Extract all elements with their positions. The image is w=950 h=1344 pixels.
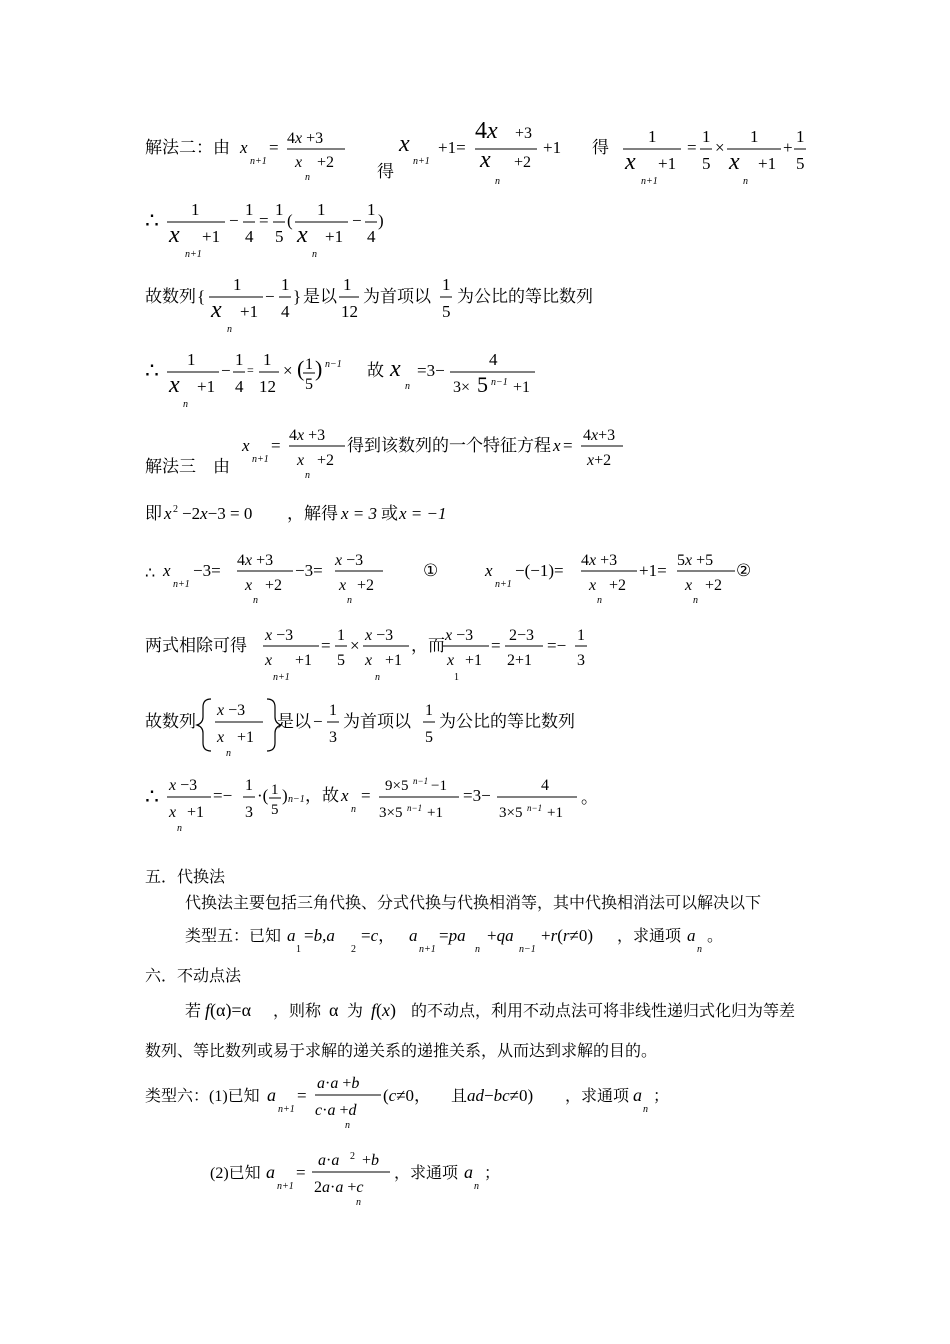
svg-text:x: x — [399, 131, 410, 157]
svg-text:。: 。 — [707, 928, 724, 945]
seq-prefix: 故数列 — [145, 712, 196, 731]
svg-text:n−1: n−1 — [413, 776, 429, 786]
svg-text:n: n — [177, 823, 182, 834]
svg-text:n−1: n−1 — [407, 803, 423, 813]
divide-text: 两式相除可得 — [145, 636, 247, 655]
svg-text:x: x — [295, 154, 303, 171]
svg-text:1: 1 — [233, 275, 242, 294]
method2-conclusion-row — [145, 270, 825, 335]
svg-text:5: 5 — [337, 652, 345, 669]
char-eq-text: 得到该数列的一个特征方程 — [347, 436, 551, 455]
svg-text:+1: +1 — [197, 377, 216, 396]
svg-text:4x +3: 4x +3 — [289, 427, 326, 444]
svg-text:n: n — [495, 176, 500, 187]
method2-label: 解法二：由 — [145, 138, 230, 157]
svg-text:n: n — [356, 1197, 361, 1208]
method3-sequence-row — [145, 695, 825, 759]
svg-text:x −3: x −3 — [335, 552, 364, 569]
svg-text:a: a — [266, 1162, 275, 1182]
seq-mid2: 为首项以 — [343, 712, 411, 731]
svg-text:x: x — [169, 804, 177, 821]
solve-mid: ，解得 — [287, 504, 338, 523]
svg-text:}: } — [293, 287, 302, 306]
svg-text:x −3: x −3 — [445, 627, 474, 644]
svg-text:c·a +d: c·a +d — [315, 1102, 357, 1119]
svg-text:2: 2 — [350, 1151, 355, 1162]
type6-2-mid: ，求通项 — [394, 1165, 459, 1182]
svg-text:α: α — [329, 1000, 339, 1020]
svg-text:+3: +3 — [515, 125, 533, 142]
svg-text:2a·a +c: 2a·a +c — [314, 1179, 364, 1196]
svg-text:4: 4 — [367, 227, 376, 246]
type5-label: 类型五：已知 — [185, 928, 282, 945]
method3-divide-row — [145, 620, 825, 683]
svg-text:3: 3 — [329, 729, 337, 746]
svg-text:x: x — [553, 436, 561, 455]
svg-text:n−1: n−1 — [491, 377, 508, 388]
svg-text:+2: +2 — [609, 577, 627, 594]
svg-text:n−1: n−1 — [519, 944, 536, 955]
svg-text:x: x — [297, 452, 305, 469]
svg-text:∴: ∴ — [145, 784, 159, 809]
svg-text:+r(r≠0): +r(r≠0) — [541, 926, 594, 945]
type6-2-semicolon: ； — [484, 1165, 501, 1182]
svg-text:+1=: +1= — [438, 138, 466, 157]
svg-text:1: 1 — [796, 127, 805, 146]
svg-text:n: n — [227, 324, 232, 335]
svg-text:−: − — [313, 712, 323, 731]
svg-text:x: x — [211, 297, 222, 323]
svg-text:a·a +b: a·a +b — [317, 1075, 360, 1092]
svg-text:n: n — [697, 944, 702, 955]
type6-1-row — [145, 1068, 825, 1131]
svg-text:=: = — [687, 138, 697, 157]
svg-text:1: 1 — [454, 672, 459, 683]
body1-b: ，则称 — [273, 1003, 322, 1020]
method3-difference-row — [145, 545, 825, 605]
svg-text:n+1: n+1 — [273, 672, 290, 683]
svg-text:a: a — [409, 926, 418, 945]
svg-text:−2x−3 = 0: −2x−3 = 0 — [182, 504, 253, 523]
svg-text:x: x — [341, 786, 349, 805]
svg-text:5: 5 — [271, 802, 279, 818]
svg-text:3: 3 — [245, 804, 253, 821]
section5-heading: 五．代换法 — [145, 867, 226, 886]
svg-text:2: 2 — [173, 504, 178, 515]
svg-text:n: n — [312, 249, 317, 260]
svg-text:+1=: +1= — [639, 561, 667, 580]
svg-text:−: − — [352, 211, 362, 230]
svg-text:1: 1 — [442, 275, 451, 294]
svg-text:+1: +1 — [543, 138, 562, 157]
svg-text:1: 1 — [245, 200, 254, 219]
svg-text:1: 1 — [235, 350, 244, 369]
type6-cond: 且 — [451, 1088, 468, 1105]
type5-mid: ，求通项 — [617, 928, 682, 945]
method2-hence: 故 — [367, 361, 384, 380]
circle-two: ② — [736, 561, 752, 580]
svg-text:+2: +2 — [317, 452, 335, 469]
svg-text:=: = — [321, 636, 331, 655]
svg-text:): ) — [282, 786, 288, 805]
svg-text:4x +3: 4x +3 — [287, 130, 324, 147]
svg-text:=: = — [491, 636, 501, 655]
svg-text:1: 1 — [191, 200, 200, 219]
svg-text:3×: 3× — [453, 379, 471, 396]
svg-text:=: = — [259, 211, 269, 230]
conclusion-prefix: 故数列 — [145, 287, 196, 306]
svg-text:x −3: x −3 — [169, 777, 198, 794]
svg-text:a: a — [287, 926, 296, 945]
solve-prefix: 即 — [145, 504, 162, 523]
svg-text:·(: ·( — [257, 786, 269, 805]
body1-c: 为 — [347, 1003, 364, 1020]
svg-text:n: n — [345, 1120, 350, 1131]
svg-text:{: { — [197, 287, 206, 306]
svg-text:+1: +1 — [187, 804, 205, 821]
svg-text:4: 4 — [245, 227, 254, 246]
svg-text:): ) — [315, 356, 323, 381]
svg-text:1: 1 — [245, 777, 253, 794]
svg-text:n: n — [351, 804, 356, 815]
svg-text:1: 1 — [367, 200, 376, 219]
svg-text:1: 1 — [296, 944, 301, 955]
svg-text:5: 5 — [702, 154, 711, 173]
svg-text:+1: +1 — [465, 652, 483, 669]
svg-text:+qa: +qa — [487, 926, 514, 945]
svg-text:n: n — [474, 1181, 479, 1192]
svg-text:x −3: x −3 — [265, 627, 294, 644]
svg-text:x −3: x −3 — [365, 627, 394, 644]
svg-text:1: 1 — [305, 356, 313, 373]
svg-text:n+1: n+1 — [185, 249, 202, 260]
svg-text:x: x — [485, 561, 493, 580]
svg-text:=: = — [271, 436, 281, 455]
svg-text:5: 5 — [796, 154, 805, 173]
method2-therefore-row — [145, 195, 825, 260]
svg-text:4: 4 — [541, 777, 549, 794]
svg-text:=3−: =3− — [463, 786, 491, 805]
svg-text:n: n — [183, 399, 188, 410]
and-text: ，而 — [411, 636, 445, 655]
svg-text:+2: +2 — [265, 577, 283, 594]
svg-text:4: 4 — [235, 377, 244, 396]
svg-text:=−: =− — [547, 636, 567, 655]
svg-text:=3−: =3− — [417, 361, 445, 380]
method2-result-row — [145, 345, 825, 410]
svg-text:x: x — [729, 149, 740, 175]
svg-text:n: n — [305, 470, 310, 481]
svg-text:n+1: n+1 — [250, 156, 267, 167]
svg-text:(: ( — [297, 356, 305, 381]
svg-text:4x: 4x — [475, 118, 498, 144]
method2-get2: 得 — [592, 138, 609, 157]
svg-text:=c，: =c， — [361, 926, 396, 945]
conclusion-mid1: 是以 — [303, 287, 337, 306]
svg-text:1: 1 — [425, 702, 433, 719]
svg-text:1: 1 — [343, 275, 352, 294]
svg-text:=: = — [269, 138, 279, 157]
svg-text:a·a: a·a — [318, 1152, 340, 1169]
svg-text:2+1: 2+1 — [507, 652, 533, 669]
svg-text:n: n — [693, 595, 698, 606]
svg-text:(: ( — [287, 211, 293, 230]
svg-text:n: n — [375, 672, 380, 683]
svg-text:×: × — [283, 361, 293, 380]
svg-text:12: 12 — [341, 302, 358, 321]
svg-text:1: 1 — [275, 200, 284, 219]
section6-body2: 数列、等比数列或易于求解的递关系的递推关系，从而达到求解的目的。 — [145, 1041, 658, 1060]
svg-text:x: x — [242, 436, 250, 455]
svg-text:x: x — [625, 149, 636, 175]
svg-text:−(−1)=: −(−1)= — [515, 561, 564, 580]
svg-text:a: a — [464, 1162, 473, 1182]
svg-text:a: a — [267, 1085, 276, 1105]
circle-one: ① — [423, 561, 439, 580]
svg-text:(c≠0，: (c≠0， — [383, 1086, 432, 1105]
svg-text:x: x — [163, 561, 171, 580]
seq-mid1: 是以 — [277, 712, 311, 731]
svg-text:2−3: 2−3 — [509, 627, 535, 644]
svg-text:n: n — [475, 944, 480, 955]
svg-text:−: − — [229, 211, 239, 230]
root2: x = −1 — [399, 504, 447, 523]
section5-body: 代换法主要包括三角代换、分式代换与代换相消等，其中代换相消法可以解决以下 — [185, 893, 762, 912]
svg-text:x: x — [169, 372, 180, 398]
svg-text:x: x — [339, 577, 347, 594]
final-period: 。 — [581, 788, 598, 807]
svg-text:n: n — [743, 176, 748, 187]
method3-final-row — [145, 770, 825, 834]
svg-text:n+1: n+1 — [413, 156, 430, 167]
svg-text:+1: +1 — [427, 805, 443, 821]
svg-text:=: = — [297, 1086, 307, 1105]
svg-text:2: 2 — [351, 944, 356, 955]
svg-text:n−1: n−1 — [325, 359, 342, 370]
svg-text:x: x — [447, 652, 455, 669]
svg-text:5: 5 — [275, 227, 284, 246]
conclusion-mid3: 为公比的等比数列 — [457, 287, 593, 306]
type6-semicolon: ； — [653, 1088, 670, 1105]
svg-text:x: x — [245, 577, 253, 594]
svg-text:12: 12 — [259, 377, 276, 396]
svg-text:x: x — [217, 729, 225, 746]
svg-text:n+1: n+1 — [495, 579, 512, 590]
svg-text:x: x — [169, 222, 180, 248]
svg-text:3×5: 3×5 — [499, 805, 523, 821]
svg-text:1: 1 — [317, 200, 326, 219]
final-hence: ，故 — [305, 786, 339, 805]
svg-text:n: n — [305, 172, 310, 183]
svg-text:∴: ∴ — [145, 565, 156, 582]
svg-text:+1: +1 — [513, 379, 531, 396]
svg-text:a: a — [687, 926, 696, 945]
svg-text:1: 1 — [702, 127, 711, 146]
svg-text:+b: +b — [362, 1152, 380, 1169]
svg-text:x+2: x+2 — [587, 452, 612, 469]
svg-text:n: n — [226, 748, 231, 759]
svg-text:−: − — [265, 287, 275, 306]
root1: x = 3 — [341, 504, 378, 523]
svg-text:1: 1 — [337, 627, 345, 644]
svg-text:4x +3: 4x +3 — [581, 552, 618, 569]
svg-text:+1: +1 — [202, 227, 221, 246]
section6-heading: 六．不动点法 — [145, 966, 242, 985]
svg-text:5x +5: 5x +5 — [677, 552, 714, 569]
svg-text:−3=: −3= — [295, 561, 323, 580]
svg-text:+1: +1 — [240, 302, 259, 321]
svg-text:5: 5 — [442, 302, 451, 321]
svg-text:n+1: n+1 — [252, 454, 269, 465]
svg-text:x: x — [297, 222, 308, 248]
svg-text:4x +3: 4x +3 — [237, 552, 274, 569]
svg-text:): ) — [378, 211, 384, 230]
svg-text:ad−bc≠0): ad−bc≠0) — [467, 1086, 534, 1105]
svg-text:x: x — [480, 147, 491, 173]
svg-text:=: = — [296, 1163, 306, 1182]
type6-label: 类型六：(1)已知 — [145, 1088, 260, 1105]
svg-text:+1: +1 — [658, 154, 677, 173]
svg-text:+1: +1 — [325, 227, 344, 246]
method2-recurrence-row — [145, 118, 825, 187]
svg-text:+1: +1 — [547, 805, 563, 821]
svg-text:n+1: n+1 — [278, 1104, 295, 1115]
svg-text:f(α)=α: f(α)=α — [205, 1000, 252, 1020]
svg-text:n+1: n+1 — [419, 944, 436, 955]
svg-text:x: x — [390, 356, 401, 382]
svg-text:−3=: −3= — [193, 561, 221, 580]
svg-text:1: 1 — [271, 782, 279, 798]
svg-text:x: x — [589, 577, 597, 594]
svg-text:n: n — [253, 595, 258, 606]
svg-text:3×5: 3×5 — [379, 805, 403, 821]
type6-2-label: (2)已知 — [210, 1165, 261, 1182]
seq-mid3: 为公比的等比数列 — [439, 712, 575, 731]
svg-text:1: 1 — [263, 350, 272, 369]
svg-text:+1: +1 — [758, 154, 777, 173]
svg-text:+2: +2 — [514, 154, 532, 171]
therefore-symbol: ∴ — [145, 208, 159, 233]
svg-text:=: = — [563, 436, 573, 455]
svg-text:∴: ∴ — [145, 358, 159, 383]
svg-text:=b,a: =b,a — [304, 926, 335, 945]
svg-text:1: 1 — [750, 127, 759, 146]
svg-text:x −3: x −3 — [217, 702, 246, 719]
svg-text:x: x — [365, 652, 373, 669]
svg-text:1: 1 — [329, 702, 337, 719]
svg-text:+2: +2 — [357, 577, 375, 594]
solve-or: 或 — [381, 504, 398, 523]
svg-text:+: + — [783, 138, 793, 157]
svg-text:x: x — [240, 138, 248, 157]
svg-text:×: × — [715, 138, 725, 157]
type6-2-row — [210, 1145, 890, 1208]
svg-text:5: 5 — [425, 729, 433, 746]
svg-text:n+1: n+1 — [641, 176, 658, 187]
svg-text:f(x): f(x) — [371, 1000, 397, 1020]
svg-text:×: × — [350, 636, 360, 655]
svg-text:a: a — [633, 1085, 642, 1105]
method3-recurrence-row — [145, 420, 825, 480]
method3-label: 解法三 由 — [145, 457, 230, 476]
svg-text:1: 1 — [281, 275, 290, 294]
svg-text:3: 3 — [577, 652, 585, 669]
svg-text:−1: −1 — [431, 778, 447, 794]
svg-text:+2: +2 — [317, 154, 335, 171]
svg-text:n: n — [643, 1104, 648, 1115]
svg-text:+1: +1 — [295, 652, 313, 669]
svg-text:1: 1 — [577, 627, 585, 644]
svg-text:n+1: n+1 — [173, 579, 190, 590]
svg-text:+1: +1 — [385, 652, 403, 669]
svg-text:x: x — [164, 504, 172, 523]
type6-mid: ，求通项 — [565, 1088, 630, 1105]
body1-a: 若 — [185, 1003, 202, 1020]
method2-get: 得 — [377, 162, 394, 181]
svg-text:4x+3: 4x+3 — [583, 427, 616, 444]
svg-text:=−: =− — [213, 786, 233, 805]
svg-text:5: 5 — [477, 372, 488, 397]
svg-text:4: 4 — [489, 350, 498, 369]
svg-text:1: 1 — [187, 350, 196, 369]
svg-text:−: − — [221, 361, 231, 380]
svg-text:+1: +1 — [237, 729, 255, 746]
svg-text:x: x — [685, 577, 693, 594]
body1-d: 的不动点，利用不动点法可将非线性递归式化归为等差 — [411, 1003, 796, 1020]
conclusion-mid2: 为首项以 — [363, 287, 431, 306]
svg-text:=: = — [361, 786, 371, 805]
svg-text:+2: +2 — [705, 577, 723, 594]
svg-text:n: n — [347, 595, 352, 606]
svg-text:=pa: =pa — [439, 926, 466, 945]
svg-text:n: n — [597, 595, 602, 606]
svg-text:1: 1 — [648, 127, 657, 146]
svg-text:4: 4 — [281, 302, 290, 321]
svg-text:x: x — [265, 652, 273, 669]
svg-text:=: = — [247, 363, 254, 377]
svg-text:n: n — [405, 381, 410, 392]
svg-text:n−1: n−1 — [527, 803, 543, 813]
svg-text:n+1: n+1 — [277, 1181, 294, 1192]
svg-text:n−1: n−1 — [288, 794, 305, 805]
svg-text:5: 5 — [305, 376, 313, 393]
svg-text:9×5: 9×5 — [385, 778, 409, 794]
